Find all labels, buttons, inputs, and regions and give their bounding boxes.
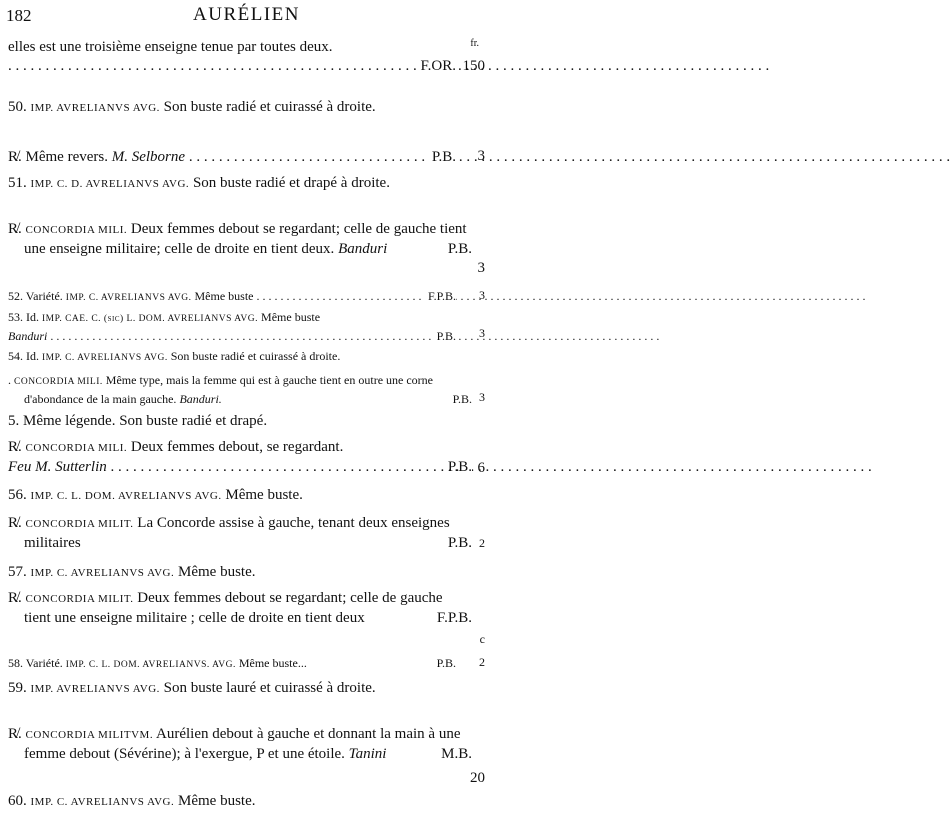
coin-legend: IMP. C. AVRELIANVS AVG. — [30, 567, 175, 579]
entry-ref: P.B. — [452, 392, 472, 406]
entry-text: Même buste. — [178, 793, 256, 809]
reverse-mark: R̸. — [8, 221, 22, 237]
entry-number: 60. — [8, 793, 27, 809]
entry-reverse — [8, 438, 472, 477]
entry-reverse — [8, 220, 472, 259]
entry-text: Même buste — [194, 289, 254, 303]
coin-legend: CONCORDIA MILITVM. — [25, 729, 154, 741]
reverse-mark: R̸. — [8, 726, 22, 742]
entry-number: 57. — [8, 564, 27, 580]
page-number: 182 — [6, 6, 32, 25]
entry-label: Id. — [26, 349, 39, 363]
entry-number: 53. — [8, 310, 23, 324]
coin-legend: CONCORDIA MILIT. — [25, 593, 134, 605]
entry-label: Id. — [26, 310, 39, 324]
coin-legend: IMP. AVRELIANVS AVG. — [30, 683, 160, 695]
reverse-mark: . — [8, 373, 11, 387]
coin-legend: IMP. C. L. DOM. AVRELIANVS AVG. — [30, 490, 222, 502]
entry-number: 5. — [8, 413, 20, 429]
entry-56 — [8, 486, 456, 506]
coin-legend: CONCORDIA MILI. — [25, 442, 128, 454]
entry-reverse — [8, 372, 472, 408]
entry-source: Tanini — [348, 746, 387, 762]
entry-value: 6 — [477, 460, 485, 476]
entry-number: 56. — [8, 487, 27, 503]
entry-ref: P.B. — [447, 535, 472, 551]
entry-source: Feu M. Sutterlin — [8, 459, 107, 475]
entry-text: Même revers. — [25, 149, 108, 165]
entry-text: Son buste radié et cuirassé à droite. — [163, 99, 376, 115]
entry-50 — [8, 98, 472, 118]
entry-text: Deux femmes debout, se regardant. — [130, 439, 344, 455]
entry-value: 20 — [470, 770, 485, 786]
entry-label: Variété. — [25, 656, 63, 670]
entry-value: c — [479, 632, 485, 646]
coin-legend: IMP. C. D. AVRELIANVS AVG. — [30, 178, 190, 190]
entry-57 — [8, 563, 456, 583]
reverse-mark: R̸. — [8, 439, 22, 455]
reverse-mark: R̸. — [8, 515, 22, 531]
entry-53 — [8, 309, 456, 345]
entry-ref: F.P.B. — [436, 610, 472, 626]
entry-51 — [8, 174, 472, 194]
entry-label: Variété. — [25, 289, 63, 303]
entry-text: Deux femmes debout se regardant; celle de gauche tient une enseigne militaire ; celle de droite en tient deux — [24, 590, 443, 626]
entry-number: 54. — [8, 349, 23, 363]
unit-label: fr. — [470, 38, 479, 49]
entry-text: Son buste radié et drapé à droite. — [192, 175, 390, 191]
entry-55 — [8, 412, 456, 431]
coin-legend: IMP. C. L. DOM. AVRELIANVS. AVG. — [65, 660, 236, 670]
reverse-mark: R̸. — [8, 590, 22, 606]
coin-legend: CONCORDIA MILI. — [14, 377, 103, 387]
coin-legend: IMP. C. AVRELIANVS AVG. — [30, 796, 175, 808]
entry-text: Même légende. Son buste radié et drapé. — [23, 413, 268, 429]
entry-ref: P.B. — [436, 656, 456, 670]
entry-ref: P.B. — [447, 459, 472, 475]
entry-number: 50. — [8, 99, 27, 115]
entry-value: 2 — [479, 536, 485, 550]
entry-text: Aurélien debout à gauche et donnant la main à une femme debout (Sévérine); à l'exergue, P et une étoile. — [24, 726, 461, 762]
entry-continuation — [8, 38, 456, 76]
entry-number: 58. — [8, 656, 23, 670]
reverse-mark: R̸. — [8, 149, 22, 165]
coin-legend: IMP. C. AVRELIANVS AVG. — [65, 293, 192, 303]
entry-source: Banduri — [8, 329, 48, 343]
entry-ref: F.P.B. — [425, 288, 456, 305]
entry-ref: P.B. — [429, 148, 456, 167]
entry-ref: P.B. — [434, 328, 456, 345]
entry-source: M. Selborne — [111, 149, 186, 165]
entry-value: 3 — [477, 260, 485, 276]
entry-text: Même buste — [261, 310, 321, 324]
entry-reverse — [8, 725, 472, 764]
entry-54 — [8, 348, 456, 367]
entry-value: 3 — [479, 390, 485, 404]
entry-52 — [8, 288, 456, 307]
entry-number: 52. — [8, 289, 23, 303]
entry-text: Même buste... — [238, 656, 307, 670]
entry-value: 3 — [477, 148, 485, 164]
entry-60 — [8, 792, 456, 812]
entry-reverse — [8, 589, 472, 628]
entry-text: Même buste. — [178, 564, 256, 580]
entry-text: Son buste radié et cuirassé à droite. — [170, 349, 341, 363]
entry-59 — [8, 679, 472, 699]
entry-value: 3 — [479, 326, 485, 340]
entry-reverse — [8, 148, 456, 167]
coin-legend: CONCORDIA MILI. — [25, 224, 128, 236]
coin-legend: CONCORDIA MILIT. — [25, 518, 134, 530]
entry-text: La Concorde assise à gauche, tenant deux enseignes militaires — [24, 515, 450, 551]
entry-text: Son buste lauré et cuirassé à droite. — [163, 680, 376, 696]
entry-ref: P.B. — [447, 241, 472, 257]
entry-source: Banduri. — [179, 392, 222, 406]
entry-58 — [8, 655, 456, 674]
entry-text: Deux femmes debout se regardant; celle de gauche tient une enseigne militaire; celle de droite en tient deux. — [24, 221, 467, 257]
entry-text: Même buste. — [225, 487, 303, 503]
entry-ref: F.OR. — [418, 57, 456, 76]
entry-value: 2 — [479, 655, 485, 669]
entry-value: 3 — [479, 288, 485, 302]
entry-source: Banduri — [338, 241, 388, 257]
entry-number: 51. — [8, 175, 27, 191]
coin-legend: IMP. CAE. C. (sic) L. DOM. AVRELIANVS AVG. — [42, 314, 259, 324]
coin-legend: IMP. AVRELIANVS AVG. — [30, 102, 160, 114]
entry-text: Même type, mais la femme qui est à gauche tient en outre une corne d'abondance de la main gauche. — [24, 373, 433, 406]
entry-number: 59. — [8, 680, 27, 696]
coin-legend: IMP. C. AVRELIANVS AVG. — [42, 353, 168, 363]
entry-reverse — [8, 514, 472, 553]
entry-ref: M.B. — [441, 746, 472, 762]
entry-value: 150 — [462, 58, 485, 74]
entry-text: elles est une troisième enseigne tenue par toutes deux. — [8, 39, 333, 55]
page-title: AURÉLIEN — [193, 4, 300, 25]
